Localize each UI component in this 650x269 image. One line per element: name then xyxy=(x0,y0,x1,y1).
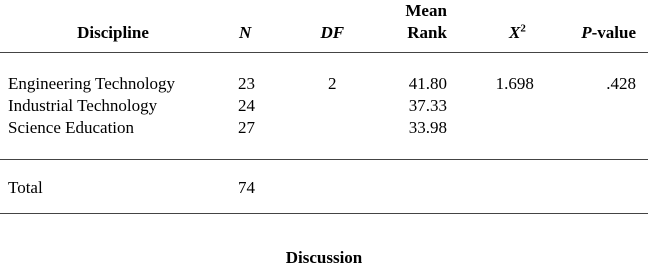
cell-total-n: 74 xyxy=(226,160,294,214)
cell-total-label: Total xyxy=(0,160,226,214)
table-row xyxy=(0,53,648,96)
table-header-row xyxy=(0,0,648,53)
header-df: DF xyxy=(294,0,371,53)
header-mean-rank: Mean Rank xyxy=(371,0,447,53)
header-discipline: Discipline xyxy=(0,0,226,53)
cell-df xyxy=(294,117,371,160)
table-total-row xyxy=(0,160,648,214)
cell-p-value xyxy=(540,95,648,117)
cell-empty xyxy=(371,160,447,214)
table-row xyxy=(0,117,648,160)
table-row xyxy=(0,95,648,117)
header-n: N xyxy=(226,0,294,53)
cell-df xyxy=(294,95,371,117)
cell-df: 2 xyxy=(328,74,337,93)
header-p-value: P-value xyxy=(540,0,648,53)
cell-discipline: Industrial Technology xyxy=(8,96,158,115)
cell-empty xyxy=(447,160,540,214)
cell-n: 23 xyxy=(238,74,256,93)
cell-chi-square xyxy=(447,117,540,160)
cell-mean-rank: 41.80 xyxy=(408,74,447,93)
cell-discipline: Science Education xyxy=(0,117,226,160)
cell-empty xyxy=(540,160,648,214)
header-chi-square: $X^2$ xyxy=(447,0,540,53)
cell-chi-square: 1.698 xyxy=(495,74,534,93)
cell-discipline: Engineering Technology xyxy=(8,74,176,93)
cell-chi-square xyxy=(447,95,540,117)
section-heading: Discussion xyxy=(285,248,363,267)
cell-mean-rank: 37.33 xyxy=(408,96,447,115)
cell-p-value: .428 xyxy=(606,74,636,93)
cell-mean-rank: 33.98 xyxy=(371,117,447,160)
cell-p-value xyxy=(540,117,648,160)
cell-n: 27 xyxy=(226,117,294,160)
cell-empty xyxy=(294,160,371,214)
cell-n: 24 xyxy=(238,96,256,115)
